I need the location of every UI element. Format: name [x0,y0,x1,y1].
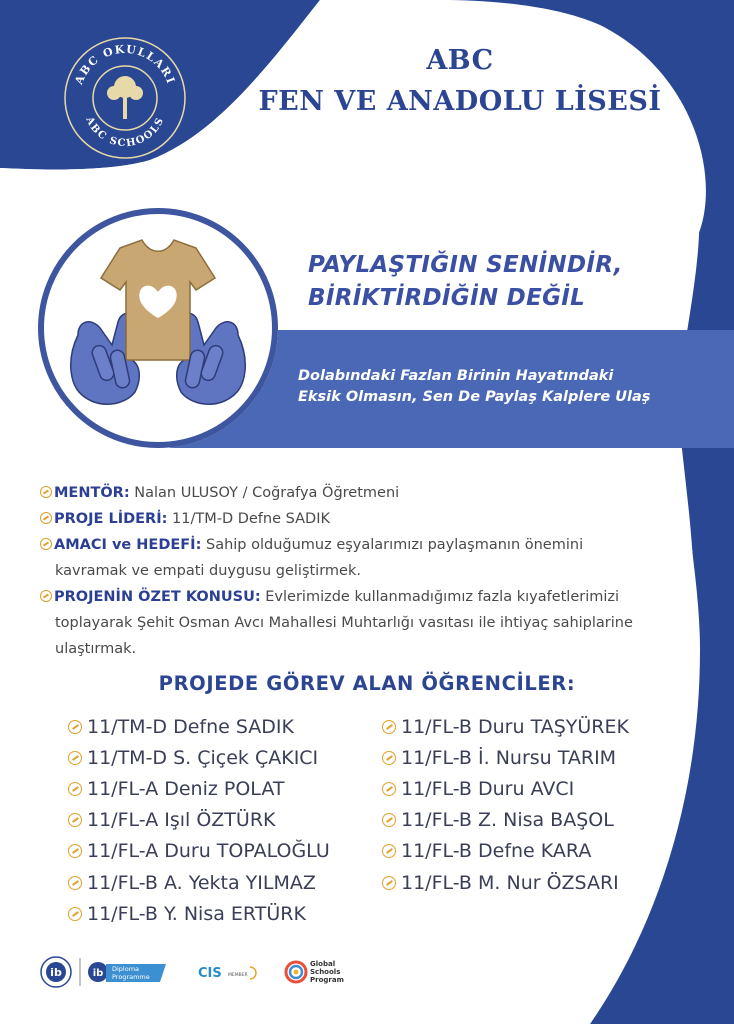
student-item [68,805,330,836]
gsp-line3: Program [310,976,344,984]
mentor-row [40,480,720,506]
summary-value: Evlerimizde kullanmadığımız fazla kıyafetlerimizi [260,589,620,605]
aim-label: AMACI ve HEDEFİ: [54,537,202,553]
dp-line2: Programme [112,973,150,981]
summary-row [40,584,720,610]
student-item [68,898,330,929]
mentor-label: MENTÖR: [54,485,130,501]
students-title: PROJEDE GÖREV ALAN ÖĞRENCİLER: [158,672,576,695]
dp-line1: Diploma [112,965,140,973]
bullet-icon [40,538,52,550]
aim-value: Sahip olduğumuz eşyalarımızı paylaşmanın önemini [201,537,584,553]
student-item [382,867,629,898]
cis-sub: MEMBER [228,973,248,978]
student-name: 11/FL-A Duru TOPALOĞLU [87,840,330,863]
student-item [382,773,629,804]
school-name-line2: FEN VE ANADOLU LİSESİ [258,86,662,117]
footer-logos [38,952,368,992]
bullet-icon [40,486,52,498]
bullet-icon [68,876,82,890]
bullet-icon [68,720,82,734]
ib-logo-icon [41,957,71,987]
gsp-line2: Schools [310,968,341,976]
student-item [68,773,330,804]
bullet-icon [68,813,82,827]
leader-label: PROJE LİDERİ: [54,511,168,527]
dp-ib-label: ib [92,968,104,979]
slogan-line1: PAYLAŞTIĞIN SENİNDİR, [308,252,623,278]
bullet-icon [382,782,396,796]
aim-value-cont: kavramak ve empati duygusu geliştirmek. [55,563,361,579]
student-name: 11/FL-A Işıl ÖZTÜRK [87,809,276,832]
student-name: 11/FL-B Defne KARA [401,840,592,863]
student-item [68,867,330,898]
bullet-icon [382,844,396,858]
project-info [40,480,720,662]
slogan-line2: BİRİKTİRDİĞİN DEĞİL [308,285,586,311]
student-name: 11/FL-B M. Nur ÖZSARI [401,871,619,894]
student-item [382,711,629,742]
cis-logo-icon [198,966,256,981]
bullet-icon [68,782,82,796]
logo-text-bottom: ABC SCHOOLS [83,115,167,150]
student-name: 11/TM-D S. Çiçek ÇAKICI [87,746,319,769]
global-schools-program-logo-icon [286,960,344,984]
summary-value-cont2: ulaştırmak. [55,641,137,657]
student-item [68,711,330,742]
ib-label: ib [50,966,62,979]
student-item [68,836,330,867]
logo-text-top: ABC OKULLARI [72,42,178,87]
bullet-icon [40,590,52,602]
bullet-icon [382,813,396,827]
bullet-icon [68,844,82,858]
svg-text:ABC SCHOOLS [83,114,167,149]
bullet-icon [382,720,396,734]
gsp-line1: Global [310,960,336,968]
students-left-column [68,711,330,929]
student-item [68,742,330,773]
diploma-programme-logo-icon [88,962,166,982]
student-name: 11/FL-B Y. Nisa ERTÜRK [87,902,306,925]
bullet-icon [68,907,82,921]
student-name: 11/FL-B Duru AVCI [401,777,575,800]
student-name: 11/FL-B İ. Nursu TARIM [401,746,617,769]
student-name: 11/FL-B Z. Nisa BAŞOL [401,809,614,832]
tree-icon [107,76,143,119]
student-name: 11/TM-D Defne SADIK [87,715,294,738]
student-item [382,742,629,773]
summary-value-cont: toplayarak Şehit Osman Avcı Mahallesi Muhtarlığı vasıtası ile ihtiyaç sahiplarine [55,615,633,631]
banner-line1: Dolabındaki Fazlan Birinin Hayatındaki [298,368,614,384]
school-name-line1: ABC [426,45,494,76]
leader-row [40,506,720,532]
cis-label: CIS [198,966,222,981]
student-name: 11/FL-B A. Yekta YILMAZ [87,871,316,894]
student-item [382,836,629,867]
mentor-value: Nalan ULUSOY / Coğrafya Öğretmeni [129,485,400,501]
student-name: 11/FL-A Deniz POLAT [87,777,285,800]
aim-row [40,532,720,558]
student-item [382,805,629,836]
bullet-icon [382,876,396,890]
bullet-icon [68,751,82,765]
banner-line2: Eksik Olmasın, Sen De Paylaş Kalplere Ulaş [298,389,651,405]
bullet-icon [382,751,396,765]
school-logo [62,35,188,161]
leader-value: 11/TM-D Defne SADIK [167,511,330,527]
summary-label: PROJENİN ÖZET KONUSU: [54,589,261,605]
students-right-column [382,711,629,898]
student-name: 11/FL-B Duru TAŞYÜREK [401,715,629,738]
bullet-icon [40,512,52,524]
